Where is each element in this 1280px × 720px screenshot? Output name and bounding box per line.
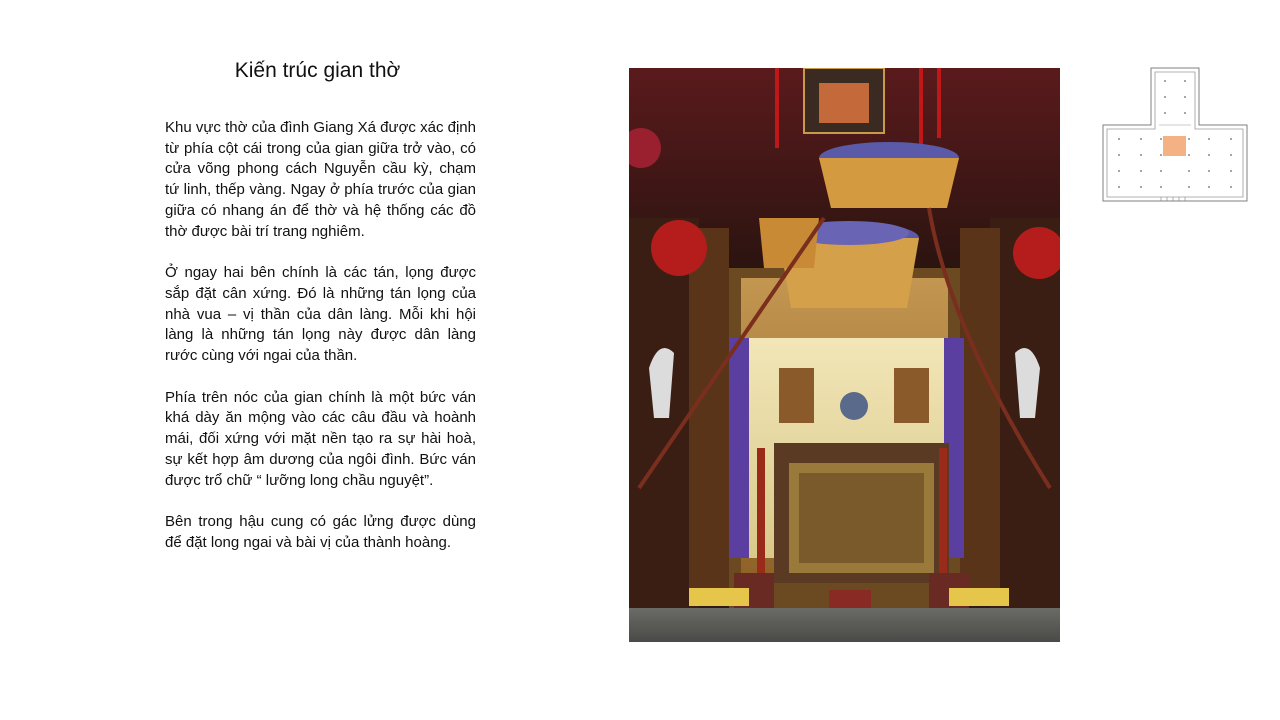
paragraph-3: Phía trên nóc của gian chính là một bức ván khá dày ăn mộng vào các câu đầu và hoành mái, đối xứng với mặt nền tạo ra sự hài hoà, sự kết hợp âm dương của ngôi đình. Bức ván được trổ chữ “ lưỡng long chầu nguyệt”. (165, 388, 476, 489)
slide-title: Kiến trúc gian thờ (234, 59, 401, 82)
highlighted-bay (1163, 136, 1186, 156)
paragraph-1: Khu vực thờ của đình Giang Xá được xác định từ phía cột cái trong của gian giữa trở vào, có cửa võng phong cách Nguyễn cầu kỳ, chạm tứ linh, thếp vàng. Ngay ở phía trước của gian giữa có nhang án để thờ và hệ thống các đồ thờ được bài trí trang nghiêm. (165, 119, 476, 240)
floor-plan (1101, 67, 1249, 203)
altar-photo (629, 68, 1060, 642)
paragraph-2: Ở ngay hai bên chính là các tán, lọng được sắp đặt cân xứng. Đó là những tán lọng của nhà vua – vị thần của dân làng. Mỗi khi hội làng là những tán lọng này được dân làng rước cùng với ngai của thần. (165, 264, 476, 365)
body-text (165, 118, 476, 575)
paragraph-4: Bên trong hậu cung có gác lửng được dùng để đặt long ngai và bài vị của thành hoàng. (165, 513, 476, 551)
